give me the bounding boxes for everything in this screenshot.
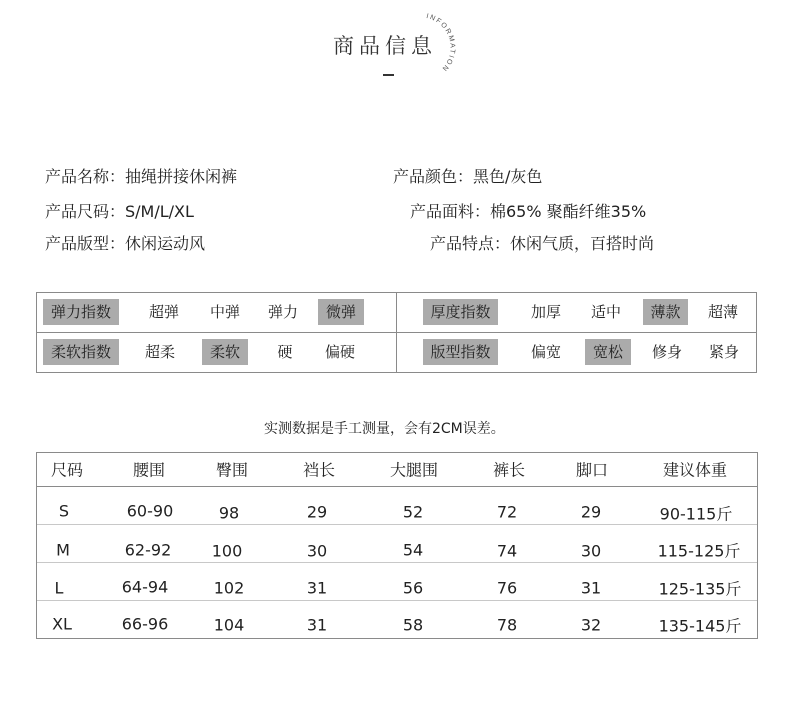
column-header: 臀围 <box>215 460 249 480</box>
product-size: 产品尺码：S/M/L/XL <box>45 202 194 221</box>
information-arc-text <box>418 12 478 82</box>
table-cell: 30 <box>306 541 328 561</box>
softness-option-selected: 柔软 <box>202 339 248 365</box>
elasticity-option-selected: 微弹 <box>318 299 364 325</box>
table-cell: 29 <box>306 502 328 522</box>
column-header: 裤长 <box>492 460 526 480</box>
size-table <box>36 452 758 639</box>
table-row-divider <box>37 524 757 525</box>
softness-label: 柔软指数 <box>43 339 119 365</box>
table-cell: 31 <box>580 578 602 598</box>
thickness-option: 超薄 <box>707 303 738 321</box>
table-cell: 98 <box>218 503 240 523</box>
elasticity-option: 超弹 <box>148 303 179 321</box>
table-cell: 125-135斤 <box>658 579 742 599</box>
column-header: 腰围 <box>132 460 166 480</box>
fit-option: 偏宽 <box>530 343 561 361</box>
table-cell: XL <box>52 614 72 634</box>
table-cell: M <box>56 540 70 560</box>
elasticity-option: 弹力 <box>267 303 298 321</box>
table-cell: 62-92 <box>124 540 172 560</box>
table-cell: 32 <box>580 615 602 635</box>
table-cell: 60-90 <box>126 501 174 521</box>
product-color: 产品颜色：黑色/灰色 <box>393 167 543 186</box>
table-header-divider <box>37 486 757 487</box>
table-cell: 135-145斤 <box>658 616 742 636</box>
table-cell: 66-96 <box>121 614 169 634</box>
table-cell: 54 <box>402 540 424 560</box>
svg-text:INFORMATION <box>425 13 455 73</box>
table-row-divider <box>37 562 757 563</box>
table-cell: L <box>54 578 64 598</box>
fit-option: 紧身 <box>708 343 739 361</box>
table-cell: 30 <box>580 541 602 561</box>
elasticity-label: 弹力指数 <box>43 299 119 325</box>
table-cell: 115-125斤 <box>657 541 741 561</box>
attributes-col-divider <box>396 292 397 373</box>
table-cell: 58 <box>402 615 424 635</box>
title-underline <box>383 74 394 76</box>
thickness-option: 适中 <box>590 303 621 321</box>
column-header: 建议体重 <box>662 460 728 480</box>
table-cell: 76 <box>496 578 518 598</box>
product-fabric: 产品面料：棉65% 聚酯纤维35% <box>410 202 647 221</box>
softness-option: 硬 <box>277 343 293 361</box>
table-cell: 78 <box>496 615 518 635</box>
subtitle-text: INFORMATION <box>425 13 456 73</box>
thickness-option-selected: 薄款 <box>643 299 688 325</box>
table-row-divider <box>37 600 757 601</box>
softness-option: 偏硬 <box>324 343 355 361</box>
table-cell: 29 <box>580 502 602 522</box>
table-cell: 90-115斤 <box>659 504 733 524</box>
product-feature: 产品特点：休闲气质，百搭时尚 <box>430 234 655 253</box>
table-cell: 64-94 <box>121 577 169 597</box>
table-cell: 56 <box>402 578 424 598</box>
table-cell: 100 <box>211 541 243 561</box>
page-title: 商品信息 <box>333 34 437 58</box>
fit-label: 版型指数 <box>423 339 498 365</box>
table-cell: 52 <box>402 502 424 522</box>
column-header: 裆长 <box>302 460 336 480</box>
fit-option: 修身 <box>651 343 682 361</box>
column-header: 脚口 <box>575 460 609 480</box>
column-header: 尺码 <box>50 460 84 480</box>
softness-option: 超柔 <box>144 343 175 361</box>
table-cell: 31 <box>306 615 328 635</box>
measurement-note: 实测数据是手工测量，会有2CM误差。 <box>264 421 505 437</box>
table-cell: 72 <box>496 502 518 522</box>
column-header: 大腿围 <box>389 460 439 480</box>
table-cell: 74 <box>496 541 518 561</box>
product-fit: 产品版型：休闲运动风 <box>45 234 206 253</box>
table-cell: 102 <box>213 578 245 598</box>
thickness-label: 厚度指数 <box>423 299 498 325</box>
table-cell: 31 <box>306 578 328 598</box>
elasticity-option: 中弹 <box>209 303 240 321</box>
fit-option-selected: 宽松 <box>585 339 631 365</box>
table-cell: S <box>58 501 70 521</box>
product-name: 产品名称：抽绳拼接休闲裤 <box>45 167 238 186</box>
table-cell: 104 <box>213 615 245 635</box>
thickness-option: 加厚 <box>530 303 561 321</box>
